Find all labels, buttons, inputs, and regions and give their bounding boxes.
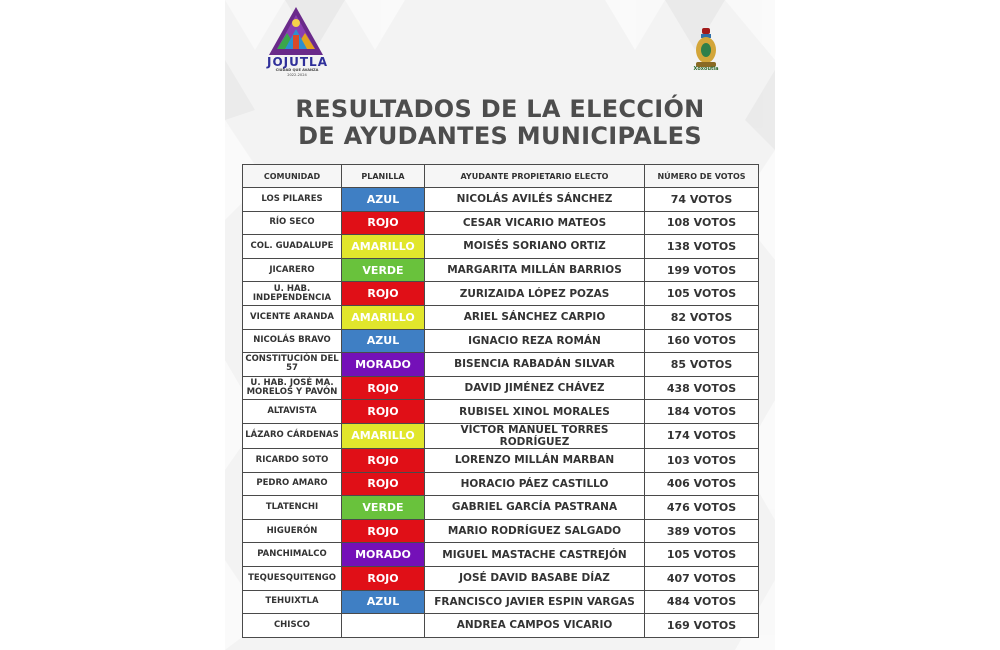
- comunidad-cell: RÍO SECO: [243, 211, 342, 235]
- table-row: [243, 472, 759, 496]
- xoxoutla-label: Xoxoutla: [693, 66, 719, 72]
- results-table: [242, 164, 759, 638]
- planilla-cell: AZUL: [342, 329, 425, 353]
- ayudante-cell: MARGARITA MILLÁN BARRIOS: [425, 258, 645, 282]
- results-table-body: [243, 188, 759, 638]
- planilla-cell: AZUL: [342, 188, 425, 212]
- table-row: [243, 258, 759, 282]
- comunidad-cell: U. HAB. INDEPENDENCIA: [243, 282, 342, 306]
- ayudante-cell: MARIO RODRÍGUEZ SALGADO: [425, 519, 645, 543]
- votos-cell: 476 VOTOS: [645, 496, 759, 520]
- ayudante-cell: DAVID JIMÉNEZ CHÁVEZ: [425, 376, 645, 400]
- comunidad-cell: HIGUERÓN: [243, 519, 342, 543]
- planilla-cell: MORADO: [342, 543, 425, 567]
- comunidad-cell: TEHUIXTLA: [243, 590, 342, 614]
- planilla-cell: ROJO: [342, 400, 425, 424]
- xoxoutla-emblem-icon: [693, 26, 719, 68]
- comunidad-cell: VICENTE ARANDA: [243, 305, 342, 329]
- comunidad-cell: U. HAB. JOSÉ MA. MORELOS Y PAVÓN: [243, 376, 342, 400]
- comunidad-cell: LOS PILARES: [243, 188, 342, 212]
- table-row: [243, 376, 759, 400]
- table-row: [243, 519, 759, 543]
- logo-brand: JOJUTLA: [267, 55, 328, 69]
- comunidad-cell: COL. GUADALUPE: [243, 235, 342, 259]
- ayudante-cell: IGNACIO REZA ROMÁN: [425, 329, 645, 353]
- results-poster: [225, 0, 775, 650]
- votos-cell: 484 VOTOS: [645, 590, 759, 614]
- planilla-cell: [342, 614, 425, 638]
- planilla-cell: AMARILLO: [342, 423, 425, 448]
- planilla-cell: ROJO: [342, 472, 425, 496]
- table-row: [243, 614, 759, 638]
- ayudante-cell: RUBISEL XINOL MORALES: [425, 400, 645, 424]
- planilla-cell: ROJO: [342, 376, 425, 400]
- votos-cell: 82 VOTOS: [645, 305, 759, 329]
- comunidad-cell: RICARDO SOTO: [243, 448, 342, 472]
- title-line-1: RESULTADOS DE LA ELECCIÓN: [295, 95, 705, 123]
- votos-cell: 389 VOTOS: [645, 519, 759, 543]
- ayudante-cell: GABRIEL GARCÍA PASTRANA: [425, 496, 645, 520]
- votos-cell: 103 VOTOS: [645, 448, 759, 472]
- ayudante-cell: MOISÉS SORIANO ORTIZ: [425, 235, 645, 259]
- votos-cell: 174 VOTOS: [645, 423, 759, 448]
- comunidad-cell: NICOLÁS BRAVO: [243, 329, 342, 353]
- planilla-cell: ROJO: [342, 282, 425, 306]
- votos-cell: 407 VOTOS: [645, 566, 759, 590]
- ayudante-cell: VÍCTOR MANUEL TORRES RODRÍGUEZ: [425, 423, 645, 448]
- table-row: [243, 543, 759, 567]
- header-ayudante: AYUDANTE PROPIETARIO ELECTO: [425, 165, 645, 188]
- planilla-cell: VERDE: [342, 496, 425, 520]
- table-row: [243, 353, 759, 377]
- ayudante-cell: ARIEL SÁNCHEZ CARPIO: [425, 305, 645, 329]
- comunidad-cell: CONSTITUCIÓN DEL 57: [243, 353, 342, 377]
- votos-cell: 85 VOTOS: [645, 353, 759, 377]
- planilla-cell: ROJO: [342, 519, 425, 543]
- planilla-cell: AMARILLO: [342, 305, 425, 329]
- comunidad-cell: JICARERO: [243, 258, 342, 282]
- planilla-cell: ROJO: [342, 211, 425, 235]
- table-row: [243, 211, 759, 235]
- votos-cell: 169 VOTOS: [645, 614, 759, 638]
- comunidad-cell: PANCHIMALCO: [243, 543, 342, 567]
- ayudante-cell: ANDREA CAMPOS VICARIO: [425, 614, 645, 638]
- planilla-cell: MORADO: [342, 353, 425, 377]
- ayudante-cell: BISENCIA RABADÁN SILVAR: [425, 353, 645, 377]
- votos-cell: 105 VOTOS: [645, 543, 759, 567]
- votos-cell: 160 VOTOS: [645, 329, 759, 353]
- votos-cell: 138 VOTOS: [645, 235, 759, 259]
- table-row: [243, 400, 759, 424]
- ayudante-cell: MIGUEL MASTACHE CASTREJÓN: [425, 543, 645, 567]
- planilla-cell: VERDE: [342, 258, 425, 282]
- votos-cell: 105 VOTOS: [645, 282, 759, 306]
- table-row: [243, 188, 759, 212]
- ayudante-cell: CESAR VICARIO MATEOS: [425, 211, 645, 235]
- title-line-2: DE AYUDANTES MUNICIPALES: [298, 122, 702, 150]
- header-comunidad: COMUNIDAD: [243, 165, 342, 188]
- table-header-row: [243, 165, 759, 188]
- ayudante-cell: NICOLÁS AVILÉS SÁNCHEZ: [425, 188, 645, 212]
- logo-tagline: CIUDAD QUE AVANZA: [275, 68, 319, 72]
- votos-cell: 199 VOTOS: [645, 258, 759, 282]
- table-row: [243, 305, 759, 329]
- table-row: [243, 423, 759, 448]
- ayudante-cell: LORENZO MILLÁN MARBAN: [425, 448, 645, 472]
- table-row: [243, 496, 759, 520]
- planilla-cell: ROJO: [342, 566, 425, 590]
- table-row: [243, 590, 759, 614]
- votos-cell: 74 VOTOS: [645, 188, 759, 212]
- planilla-cell: AZUL: [342, 590, 425, 614]
- ayudante-cell: FRANCISCO JAVIER ESPIN VARGAS: [425, 590, 645, 614]
- planilla-cell: ROJO: [342, 448, 425, 472]
- comunidad-cell: ALTAVISTA: [243, 400, 342, 424]
- page-title: [225, 96, 775, 150]
- table-row: [243, 329, 759, 353]
- comunidad-cell: TEQUESQUITENGO: [243, 566, 342, 590]
- votos-cell: 108 VOTOS: [645, 211, 759, 235]
- header-votos: NÚMERO DE VOTOS: [645, 165, 759, 188]
- ayudante-cell: HORACIO PÁEZ CASTILLO: [425, 472, 645, 496]
- ayudante-cell: ZURIZAIDA LÓPEZ POZAS: [425, 282, 645, 306]
- comunidad-cell: LÁZARO CÁRDENAS: [243, 423, 342, 448]
- votos-cell: 184 VOTOS: [645, 400, 759, 424]
- table-row: [243, 448, 759, 472]
- header-planilla: PLANILLA: [342, 165, 425, 188]
- comunidad-cell: PEDRO AMARO: [243, 472, 342, 496]
- table-row: [243, 566, 759, 590]
- table-row: [243, 235, 759, 259]
- ayudante-cell: JOSÉ DAVID BASABE DÍAZ: [425, 566, 645, 590]
- votos-cell: 406 VOTOS: [645, 472, 759, 496]
- votos-cell: 438 VOTOS: [645, 376, 759, 400]
- comunidad-cell: CHISCO: [243, 614, 342, 638]
- comunidad-cell: TLATENCHI: [243, 496, 342, 520]
- planilla-cell: AMARILLO: [342, 235, 425, 259]
- jojutla-logo-text: [267, 56, 327, 77]
- logo-years: 2022-2024: [287, 73, 307, 77]
- table-row: [243, 282, 759, 306]
